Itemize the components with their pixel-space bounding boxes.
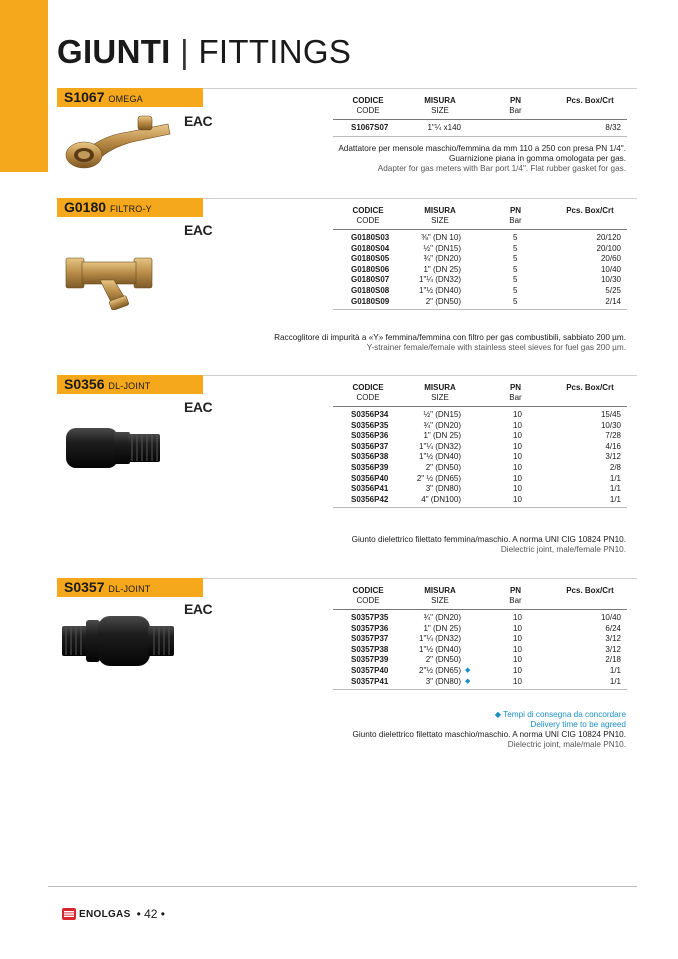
table-row: S0357P41 3" (DN80) ◆ 10 1/1 [351, 676, 621, 686]
section-label-s1067: S1067 OMEGA [57, 88, 203, 107]
table-row: S0356P37 1"¼ (DN32) 10 4/16 [351, 441, 621, 451]
accent-bar [0, 0, 48, 172]
enolgas-logo-icon [62, 908, 76, 920]
description-s0356: Giunto dielettrico filettato femmina/maschio. A norma UNI CIG 10824 PN10. Dielectric joint, male/female PN10. [351, 535, 626, 554]
table-row: S0356P42 4" (DN100) 10 1/1 [351, 494, 621, 504]
brand-name: ENOLGAS [79, 908, 131, 920]
footer-rule [48, 886, 637, 887]
section-label-g0180: G0180 FILTRO-Y [57, 198, 203, 217]
section-label-s0357: S0357 DL-JOINT [57, 578, 203, 597]
description-g0180: Raccoglitore di impurità a «Y» femmina/femmina con filtro per gas combustibili, sabbiato 200 µm. Y-strainer female/female with stainless steel sieves for fuel gas 200 µm. [274, 333, 626, 352]
table-row: S1067S07 1"¼ x140 8/32 [351, 123, 621, 132]
table-row: S0357P35 ¾" (DN20) 10 10/40 [351, 613, 621, 622]
section-label-s0356: S0356 DL-JOINT [57, 375, 203, 394]
product-table-g0180: CODICE CODE MISURA SIZE PN Bar Pcs. Box/Crt G0180S03 ⅜" (DN 10) 5 20/120 G0180S04 ½" (DN15) 5 20/100 G0180S05 ¾" (DN20) 5 20/60 G0180S06 1" (DN 25) 5 10/40 G0180S07 1"¼ (DN32) 5 10/30 G0180S08 1"½ (DN40) 5 5/25 G0180S09 2" (DN50) 5 2/14 [333, 206, 627, 310]
section-rule [203, 198, 637, 199]
product-table-s0357: CODICE CODE MISURA SIZE PN Bar Pcs. Box/Crt S0357P35 ¾" (DN20) 10 10/40 S0357P36 1" (DN 25) 10 6/24 S0357P37 1"¼ (DN32) 10 3/12 S0357P38 1"½ (DN40) 10 3/12 S0357P39 2" (DN50) 10 2/18 S0357P40 2"½ (DN65) ◆ 10 1/1 S0357P41 3" (DN80) ◆ 10 1/1 [333, 586, 627, 690]
omega-adapter-image [58, 110, 176, 172]
table-row: G0180S09 2" (DN50) 5 2/14 [351, 296, 621, 306]
section-rule [203, 88, 637, 89]
table-row: S0356P39 2" (DN50) 10 2/8 [351, 462, 621, 472]
diamond-icon: ◆ [465, 677, 471, 685]
eac-mark: EAC [184, 399, 213, 415]
eac-mark: EAC [184, 113, 213, 129]
eac-mark: EAC [184, 222, 213, 238]
table-row: S0357P39 2" (DN50) 10 2/18 [351, 655, 621, 665]
section-rule [203, 375, 637, 376]
section-rule [203, 578, 637, 579]
page-title: GIUNTI | FITTINGS [57, 33, 352, 70]
table-row: S0356P36 1" (DN 25) 10 7/28 [351, 431, 621, 441]
table-row: S0356P41 3" (DN80) 10 1/1 [351, 484, 621, 494]
table-row: G0180S05 ¾" (DN20) 5 20/60 [351, 254, 621, 264]
table-row: G0180S04 ½" (DN15) 5 20/100 [351, 243, 621, 253]
table-row: G0180S08 1"½ (DN40) 5 5/25 [351, 285, 621, 295]
table-row: S0357P40 2"½ (DN65) ◆ 10 1/1 [351, 665, 621, 675]
table-row: S0357P36 1" (DN 25) 10 6/24 [351, 623, 621, 633]
page-number: • 42 • [136, 907, 165, 921]
table-row: S0356P35 ¾" (DN20) 10 10/30 [351, 420, 621, 430]
diamond-icon: ◆ [465, 666, 471, 674]
table-row: G0180S07 1"¼ (DN32) 5 10/30 [351, 275, 621, 285]
table-row: S0356P34 ½" (DN15) 10 15/45 [351, 410, 621, 419]
footer [62, 907, 165, 921]
product-table-s1067: CODICE CODE MISURA SIZE PN Bar Pcs. Box/Crt S1067S07 1"¼ x140 8/32 [333, 96, 627, 137]
eac-mark: EAC [184, 601, 213, 617]
table-row: S0356P40 2" ½ (DN65) 10 1/1 [351, 473, 621, 483]
table-row: S0357P37 1"¼ (DN32) 10 3/12 [351, 634, 621, 644]
table-row: G0180S03 ⅜" (DN 10) 5 20/120 [351, 233, 621, 242]
y-strainer-image [64, 250, 154, 310]
dielectric-joint-ff-image [64, 422, 164, 472]
description-s0357: ◆ Tempi di consegna da concordare Delivery time to be agreed Giunto dielettrico filettato maschio/maschio. A norma UNI CIG 10824 PN10. Dielectric joint, male/male PN10. [352, 710, 626, 749]
table-row: S0357P38 1"½ (DN40) 10 3/12 [351, 644, 621, 654]
table-row: G0180S06 1" (DN 25) 5 10/40 [351, 264, 621, 274]
description-s1067: Adattatore per mensole maschio/femmina da mm 110 a 250 con presa PN 1/4". Guarnizione piana in gomma omologata per gas. Adapter for gas meters with Bar port 1/4". Flat rubber gasket for gas. [338, 144, 626, 173]
dielectric-joint-mm-image [60, 612, 178, 672]
table-row: S0356P38 1"½ (DN40) 10 3/12 [351, 452, 621, 462]
product-table-s0356: CODICE CODE MISURA SIZE PN Bar Pcs. Box/Crt S0356P34 ½" (DN15) 10 15/45 S0356P35 ¾" (DN20) 10 10/30 S0356P36 1" (DN 25) 10 7/28 S0356P37 1"¼ (DN32) 10 4/16 S0356P38 1"½ (DN40) 10 3/12 S0356P39 2" (DN50) 10 2/8 S0356P40 2" ½ (DN65) 10 1/1 S0356P41 3" (DN80) 10 1/1 S0356P42 4" (DN100) 10 1/1 [333, 383, 627, 508]
